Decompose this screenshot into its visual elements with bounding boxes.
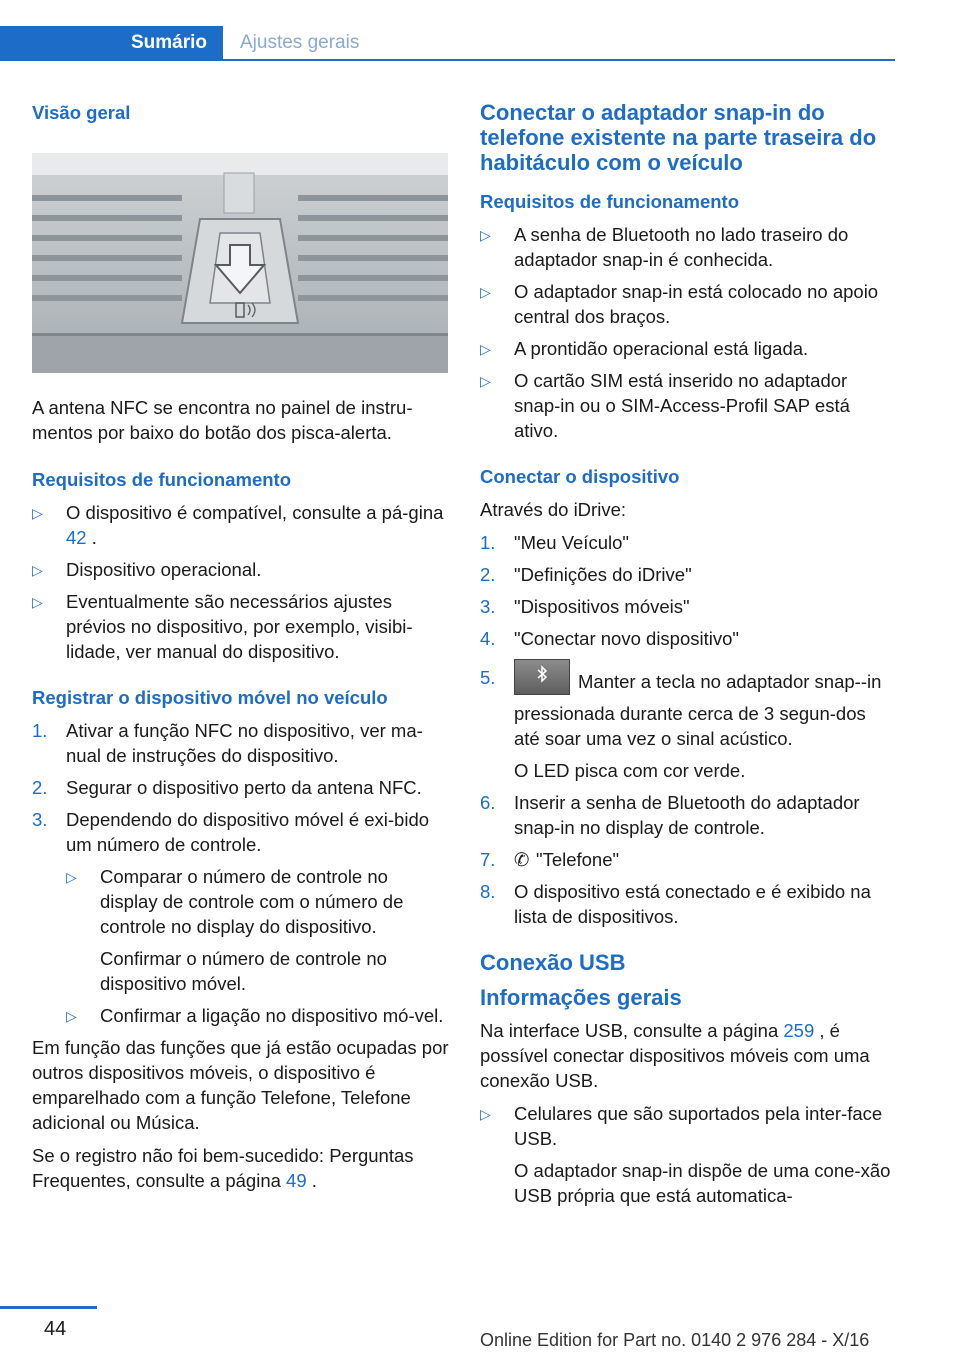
triangle-bullet-icon: ▷ [480, 341, 491, 357]
list-item: ▷ Dispositivo operacional. [32, 557, 450, 582]
overview-heading: Visão geral [32, 102, 131, 123]
list-item: ▷ Confirmar a ligação no dispositivo mó-vel. [66, 1003, 450, 1028]
list-item: 2. Segurar o dispositivo perto da antena NFC. [32, 777, 422, 798]
tab-contents[interactable]: Sumário [0, 26, 223, 60]
left-column [32, 100, 450, 1201]
paragraph: Se o registro não foi bem-sucedido: Perguntas Frequentes, consulte a página 49 . [32, 1145, 414, 1191]
list-item: 4. "Conectar novo dispositivo" [480, 628, 739, 649]
edition-text: Online Edition for Part no. 0140 2 976 284 - X/16 [480, 1330, 870, 1350]
triangle-bullet-icon: ▷ [480, 1106, 491, 1122]
list-item: 1. "Meu Veículo" [480, 532, 629, 553]
triangle-bullet-icon: ▷ [480, 373, 491, 389]
list-item: ▷ O adaptador snap-in está colocado no apoio central dos braços. [480, 281, 879, 327]
requirements-heading: Requisitos de funcionamento [32, 469, 292, 490]
triangle-bullet-icon: ▷ [32, 594, 43, 610]
list-item: 7. ✆ "Telefone" [480, 849, 620, 870]
header-tabs [0, 26, 895, 62]
list-item: 5. Manter a tecla no adaptador snap--in pressionada durante cerca de 3 segun-dos até soar uma vez o sinal acústico. [480, 665, 892, 751]
tab-general-settings[interactable]: Ajustes gerais [240, 32, 360, 53]
triangle-bullet-icon: ▷ [32, 505, 43, 521]
header-rule [0, 59, 895, 61]
list-item: 3. Dependendo do dispositivo móvel é exi-bido um número de controle. [32, 809, 430, 855]
paragraph: Através do iDrive: [480, 499, 626, 520]
footer-rule [0, 1306, 97, 1309]
list-item: 8. O dispositivo está conectado e é exibido na lista de dispositivos. [480, 881, 871, 927]
register-heading: Registrar o dispositivo móvel no veículo [32, 687, 388, 708]
list-item: ▷ A prontidão operacional está ligada. [480, 336, 892, 361]
triangle-bullet-icon: ▷ [480, 227, 491, 243]
requirements-heading: Requisitos de funcionamento [480, 191, 740, 212]
usb-heading: Conexão USB [480, 950, 626, 975]
list-item: 1. Ativar a função NFC no dispositivo, ver ma-nual de instruções do dispositivo. [32, 720, 423, 766]
paragraph: Em função das funções que já estão ocupadas por outros dispositivos móveis, o dispositivo é emparelhado com a função Telefone, Telefone adicional ou Música. [32, 1037, 449, 1133]
antenna-caption: A antena NFC se encontra no painel de instru- mentos por baixo do botão dos pisca-alerta. [32, 397, 413, 443]
right-column [480, 100, 892, 1215]
section-title: Conectar o adaptador snap-in do telefone existente na parte traseira do habitáculo com o veículo [480, 100, 877, 175]
list-item-continuation: O adaptador snap-in dispõe de uma cone-xão USB própria que está automatica- [514, 1160, 891, 1206]
page-link-42[interactable]: 42 [66, 527, 87, 548]
list-item-continuation: O LED pisca com cor verde. [514, 760, 746, 781]
phone-handset-icon: ✆ [514, 849, 530, 870]
connect-heading: Conectar o dispositivo [480, 466, 680, 487]
page-link-259[interactable]: 259 [783, 1020, 815, 1041]
info-heading: Informações gerais [480, 985, 682, 1010]
list-item: ▷ Eventualmente são necessários ajustes prévios no dispositivo, por exemplo, visibi-lidade, ver manual do dispositivo. [32, 591, 413, 662]
page-link-49[interactable]: 49 [286, 1170, 307, 1191]
list-item: ▷ O dispositivo é compatível, consulte a pá-gina 42 . [32, 502, 444, 548]
list-item-continuation: Confirmar o número de controle no dispositivo móvel. [100, 948, 387, 994]
triangle-bullet-icon: ▷ [66, 869, 77, 885]
paragraph: Na interface USB, consulte a página 259 , é possível conectar dispositivos móveis com uma conexão USB. [480, 1020, 870, 1091]
list-item: 3. "Dispositivos móveis" [480, 596, 690, 617]
triangle-bullet-icon: ▷ [480, 284, 491, 300]
triangle-bullet-icon: ▷ [32, 562, 43, 578]
list-item: ▷ O cartão SIM está inserido no adaptador snap-in ou o SIM-Access-Profil SAP está ativo. [480, 370, 850, 441]
list-item: ▷ A senha de Bluetooth no lado traseiro do adaptador snap-in é conhecida. [480, 224, 849, 270]
list-item: 6. Inserir a senha de Bluetooth do adaptador snap-in no display de controle. [480, 792, 860, 838]
nfc-hazard-button-photo [32, 153, 448, 373]
page-number: 44 [44, 1318, 67, 1340]
list-item: 2. "Definições do iDrive" [480, 564, 692, 585]
list-item: ▷ Comparar o número de controle no display de controle com o número de controle no display do dispositivo. [66, 866, 404, 937]
list-item: ▷ Celulares que são suportados pela inter-face USB. [480, 1103, 883, 1149]
bluetooth-key-icon [514, 659, 570, 695]
triangle-bullet-icon: ▷ [66, 1008, 77, 1024]
